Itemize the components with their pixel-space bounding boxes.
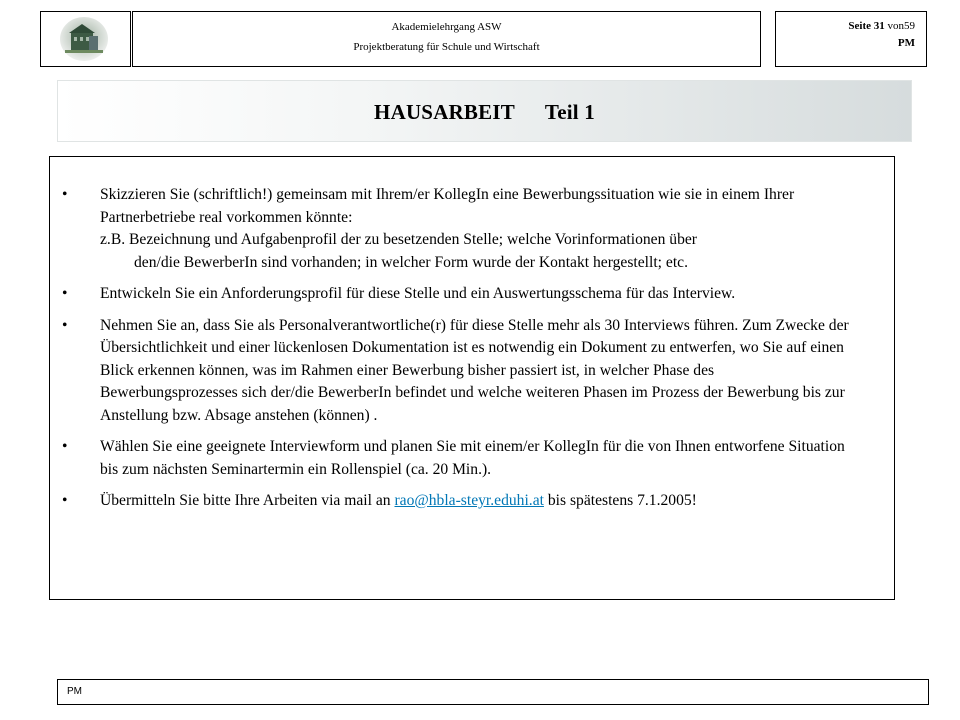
header-course-title: Akademielehrgang ASW (391, 21, 502, 33)
list-item (62, 184, 854, 274)
task-text-after: bis spätestens 7.1.2005! (547, 492, 697, 509)
header-page-info (775, 11, 927, 67)
title-main: HAUSARBEIT (374, 100, 515, 124)
page-label: Seite (848, 20, 871, 32)
header-center (132, 11, 761, 67)
task-list (62, 184, 854, 513)
page-title (58, 100, 911, 125)
task-text: Nehmen Sie an, dass Sie als Personalverantwortliche(r) für diese Stelle mehr als 30 Interviews führen. Zum Zwecke der Übersichtlichkeit und einer lückenlosen Dokumentation ist es notwendig ein Dokument zu entwerfen, wo Sie auf einen Blick erkennen können, was im Rahmen einer Bewerbung bisher passiert ist, in welcher Phase des Bewerbungsprozesses sich der/die BewerberIn befindet und welche weiteren Phasen im Prozess der Bewerbung bis zur Anstellung bzw. Absage anstehen (können) . (100, 316, 849, 424)
bullet-icon: • (62, 438, 68, 455)
bullet-icon: • (62, 492, 68, 509)
task-text: Entwickeln Sie ein Anforderungsprofil für diese Stelle und ein Auswertungsschema für das Interview. (100, 285, 736, 302)
task-example-line1: z.B. Bezeichnung und Aufgabenprofil der zu besetzenden Stelle; welche Vorinformationen über (100, 231, 697, 248)
logo-box (40, 11, 131, 67)
header-author: PM (897, 37, 915, 49)
page-total: 59 (904, 20, 915, 32)
title-part: Teil 1 (544, 100, 595, 124)
header-course-subtitle: Projektberatung für Schule und Wirtschaft (353, 41, 540, 53)
task-text: Wählen Sie eine geeignete Interviewform und planen Sie mit einem/er KollegIn für die von Ihnen entworfene Situation bis zum nächsten Seminartermin ein Rollenspiel (ca. 20 Min.). (100, 438, 845, 478)
school-building-logo-icon (59, 16, 109, 62)
page-of: von (887, 20, 904, 32)
bullet-icon: • (62, 285, 68, 302)
bullet-icon: • (62, 186, 68, 203)
list-item (62, 490, 854, 513)
bullet-icon: • (62, 316, 68, 334)
list-item (62, 283, 854, 306)
title-band (57, 80, 912, 142)
email-link[interactable]: rao@hbla-steyr.eduhi.at (394, 492, 544, 509)
footer-text: PM (67, 686, 82, 697)
page-current: 31 (873, 20, 885, 32)
footer (57, 679, 929, 705)
list-item (62, 436, 854, 481)
task-text-before: Übermitteln Sie bitte Ihre Arbeiten via mail an (100, 492, 391, 509)
page-number-line (776, 18, 915, 35)
task-example-line2: den/die BewerberIn sind vorhanden; in welcher Form wurde der Kontakt hergestellt; etc. (134, 253, 688, 271)
assignment-content (49, 156, 895, 600)
task-text: Skizzieren Sie (schriftlich!) gemeinsam mit Ihrem/er KollegIn eine Bewerbungssituation wie sie in einem Ihrer Partnerbetriebe real vorkommen könnte: (100, 186, 795, 226)
list-item (62, 315, 854, 428)
